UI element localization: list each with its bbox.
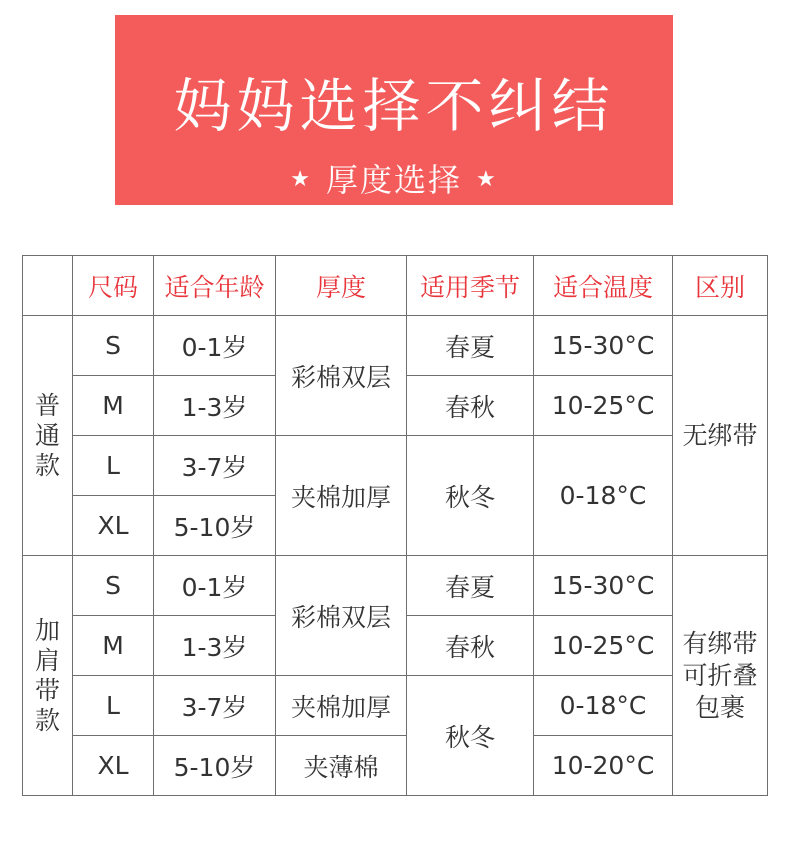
age-cell: 1-3岁 (154, 376, 276, 436)
header-temperature: 适合温度 (534, 256, 673, 316)
temperature-cell: 10-25°C (534, 376, 673, 436)
group-label: 加肩带款 (23, 556, 73, 796)
age-cell: 5-10岁 (154, 736, 276, 796)
temperature-cell: 15-30°C (534, 316, 673, 376)
table-row (23, 736, 768, 796)
header-thickness: 厚度 (276, 256, 407, 316)
banner-title: 妈妈选择不纠结 (173, 72, 615, 140)
size-cell: S (73, 316, 154, 376)
table-row (23, 556, 768, 616)
size-cell: S (73, 556, 154, 616)
temperature-cell: 0-18°C (534, 676, 673, 736)
size-cell: L (73, 436, 154, 496)
header-age: 适合年龄 (154, 256, 276, 316)
temperature-cell: 10-25°C (534, 616, 673, 676)
size-cell: M (73, 616, 154, 676)
thickness-cell: 彩棉双层 (276, 316, 407, 436)
table-header-row (23, 256, 768, 316)
size-cell: L (73, 676, 154, 736)
size-spec-table (22, 255, 768, 796)
season-cell: 春秋 (407, 376, 534, 436)
temperature-cell: 10-20°C (534, 736, 673, 796)
table-row (23, 316, 768, 376)
age-cell: 3-7岁 (154, 436, 276, 496)
table-row (23, 676, 768, 736)
banner-subtitle-row (115, 158, 673, 202)
age-cell: 3-7岁 (154, 676, 276, 736)
thickness-cell: 夹棉加厚 (276, 676, 407, 736)
title-banner (115, 15, 673, 205)
season-cell: 秋冬 (407, 436, 534, 556)
header-size: 尺码 (73, 256, 154, 316)
age-cell: 0-1岁 (154, 556, 276, 616)
size-cell: M (73, 376, 154, 436)
banner-subtitle: 厚度选择 (325, 161, 462, 199)
season-cell: 春夏 (407, 556, 534, 616)
header-season: 适用季节 (407, 256, 534, 316)
season-cell: 春秋 (407, 616, 534, 676)
star-icon: ★ (476, 167, 498, 192)
age-cell: 5-10岁 (154, 496, 276, 556)
thickness-cell: 夹薄棉 (276, 736, 407, 796)
difference-cell: 无绑带 (673, 316, 768, 556)
header-blank (23, 256, 73, 316)
temperature-cell: 15-30°C (534, 556, 673, 616)
age-cell: 1-3岁 (154, 616, 276, 676)
age-cell: 0-1岁 (154, 316, 276, 376)
star-icon: ★ (290, 167, 312, 192)
season-cell: 秋冬 (407, 676, 534, 796)
temperature-cell: 0-18°C (534, 436, 673, 556)
size-cell: XL (73, 736, 154, 796)
difference-cell: 有绑带可折叠包裹 (673, 556, 768, 796)
group-label: 普通款 (23, 316, 73, 556)
thickness-cell: 夹棉加厚 (276, 436, 407, 556)
header-difference: 区别 (673, 256, 768, 316)
size-cell: XL (73, 496, 154, 556)
table-row (23, 436, 768, 496)
thickness-cell: 彩棉双层 (276, 556, 407, 676)
season-cell: 春夏 (407, 316, 534, 376)
